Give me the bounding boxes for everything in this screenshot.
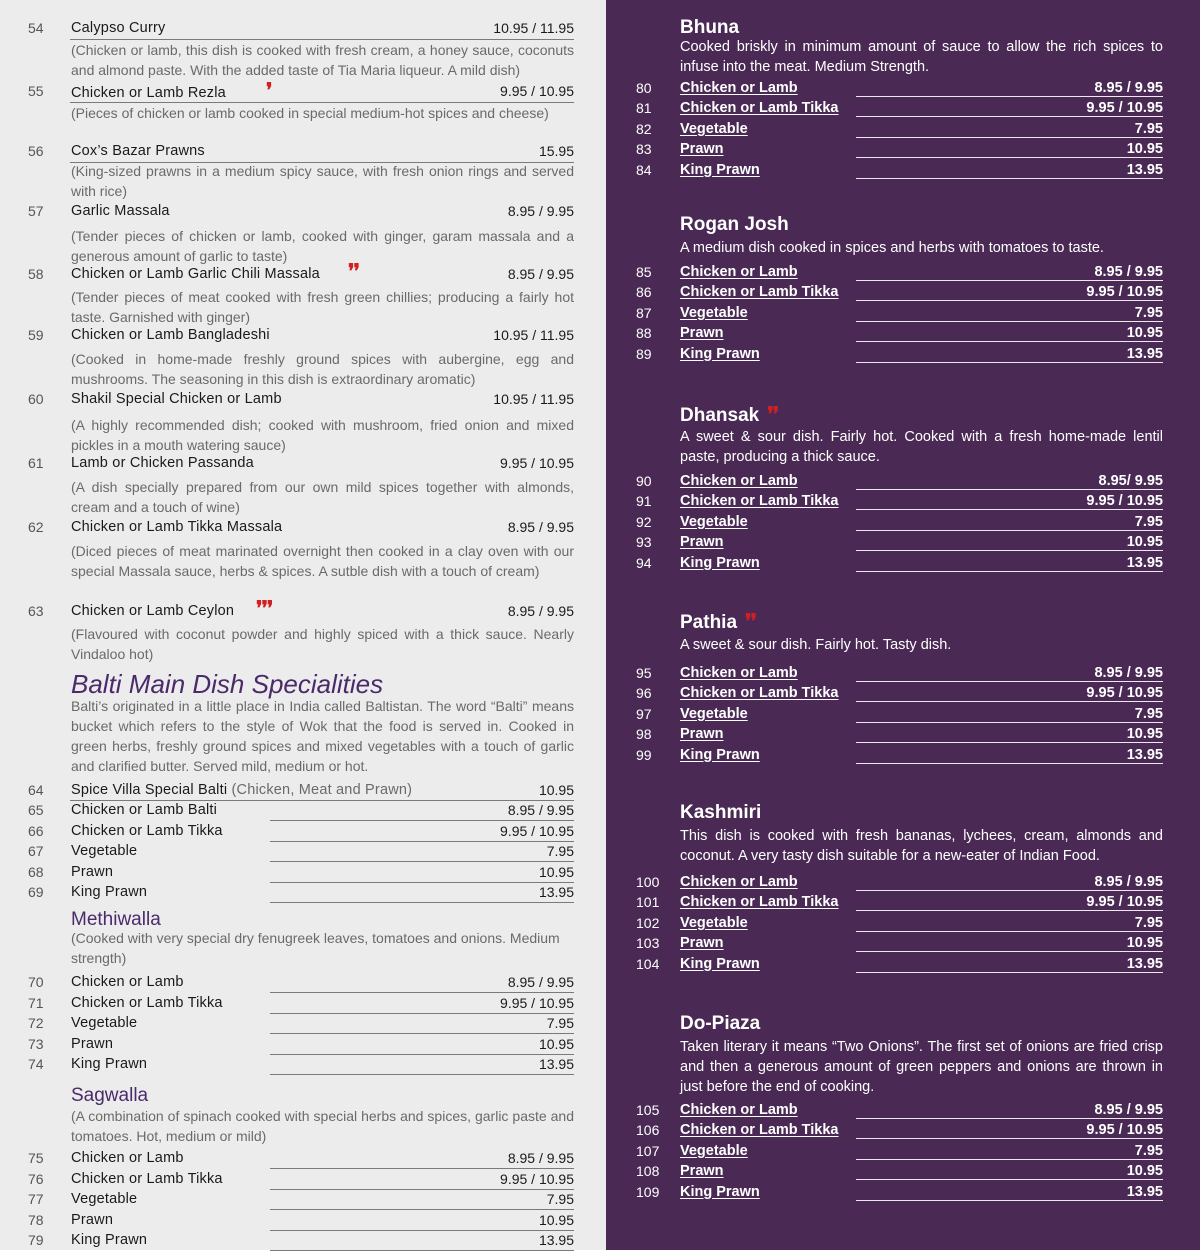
item-name: King Prawn: [680, 554, 760, 571]
item-number: 79: [28, 1232, 44, 1249]
item-number: 69: [28, 884, 44, 901]
item-price: 9.95 / 10.95: [1086, 493, 1163, 510]
item-name: Vegetable: [71, 1015, 138, 1032]
item-number: 61: [28, 455, 44, 471]
right-menu-column: [606, 0, 1200, 1250]
item-name: King Prawn: [680, 1183, 760, 1200]
item-number: 55: [28, 83, 44, 99]
section-description: (A combination of spinach cooked with special herbs and spices, garlic paste and tomatoes. Hot, medium or mild): [71, 1108, 574, 1144]
item-name: Chicken or Lamb Garlic Chili Massala: [71, 266, 320, 282]
item-number: 70: [28, 974, 44, 990]
item-price: 10.95: [1126, 141, 1163, 158]
item-name: Prawn: [680, 534, 724, 551]
item-number: 89: [636, 345, 652, 362]
item-number: 84: [636, 161, 652, 178]
item-name: Chicken or Lamb Tikka: [680, 100, 839, 117]
item-price: 7.95: [1134, 1142, 1163, 1159]
item-name: Lamb or Chicken Passanda: [71, 455, 254, 471]
item-price: 13.95: [1126, 554, 1163, 571]
item-number: 105: [636, 1102, 660, 1118]
item-price: 8.95 / 9.95: [507, 603, 574, 619]
divider: [856, 341, 1163, 342]
item-price: 13.95: [1126, 345, 1163, 362]
item-name: Chicken or Lamb Tikka: [71, 994, 223, 1011]
item-number: 63: [28, 603, 44, 619]
item-name: Chicken or Lamb Tikka: [680, 1122, 839, 1139]
item-description: (Diced pieces of meat marinated overnight then cooked in a clay oven with our special Massala sauce, herbs & spices. A sutble dish with a touch of cream): [71, 543, 574, 579]
item-number: 74: [28, 1056, 44, 1073]
item-number: 99: [636, 746, 652, 763]
item-name: Prawn: [71, 1035, 114, 1052]
item-name: Chicken or Lamb: [71, 1150, 184, 1166]
item-price: 9.95 / 10.95: [500, 455, 574, 471]
item-name: Chicken or Lamb: [680, 264, 798, 280]
item-name: Chicken or Lamb Tikka: [680, 685, 839, 702]
item-number: 87: [636, 304, 652, 321]
item-number: 57: [28, 203, 44, 219]
item-price: 10.95: [1126, 534, 1163, 551]
item-name: Chicken or Lamb: [680, 874, 798, 890]
item-number: 86: [636, 284, 652, 301]
item-number: 82: [636, 120, 652, 137]
item-name: Chicken or Lamb Ceylon: [71, 603, 235, 619]
item-name: Calypso Curry: [71, 20, 166, 36]
divider: [856, 722, 1163, 723]
item-price: 8.95 / 9.95: [507, 519, 574, 535]
item-number: 60: [28, 391, 44, 407]
item-price: 7.95: [546, 843, 574, 860]
item-name: King Prawn: [680, 161, 760, 178]
item-number: 90: [636, 473, 652, 489]
item-name: Prawn: [680, 726, 724, 743]
item-price: 8.95 / 9.95: [507, 802, 574, 818]
item-price: 10.95 / 11.95: [493, 20, 574, 36]
item-description: (Cooked in home-made freshly ground spices with aubergine, egg and mushrooms. The seasoning in this dish is extraordinary aromatic): [71, 351, 574, 387]
item-number: 83: [636, 141, 652, 158]
item-name: Vegetable: [680, 120, 748, 137]
item-price: 7.95: [546, 1191, 574, 1208]
divider: [856, 1118, 1163, 1119]
item-price: 13.95: [1126, 1183, 1163, 1200]
item-number: 96: [636, 685, 652, 702]
item-price: 10.95: [538, 1035, 574, 1052]
item-name: Chicken or Lamb Bangladeshi: [71, 327, 270, 343]
item-price: 8.95 / 9.95: [507, 266, 574, 282]
item-name: Chicken or Lamb: [680, 80, 798, 96]
item-name: Prawn: [71, 863, 114, 880]
divider: [856, 571, 1163, 572]
item-name: Vegetable: [680, 513, 748, 530]
item-name: Prawn: [680, 935, 724, 952]
item-number: 54: [28, 20, 44, 36]
item-name: Chicken or Lamb: [680, 473, 798, 489]
section-description: Taken literary it means “Two Onions”. The first set of onions are fried crisp and then a generous amount of green peppers and onions are thrown in just before the end of cooking.: [680, 1039, 1163, 1095]
section-title: Dhansak ❜❜: [680, 402, 779, 426]
item-name: Chicken or Lamb Tikka: [71, 822, 223, 839]
item-price: 8.95 / 9.95: [1094, 80, 1163, 96]
item-number: 109: [636, 1183, 660, 1200]
section-title: Rogan Josh: [680, 214, 789, 235]
item-price: 8.95 / 9.95: [1094, 665, 1163, 681]
item-name: Prawn: [680, 141, 724, 158]
item-price: 9.95 / 10.95: [1086, 685, 1163, 702]
item-price: 8.95 / 9.95: [507, 974, 574, 990]
item-price: 9.95 / 10.95: [500, 83, 574, 99]
item-number: 97: [636, 705, 652, 722]
item-name: Chicken or Lamb Tikka: [71, 1170, 223, 1187]
divider: [856, 1200, 1163, 1201]
item-price: 8.95 / 9.95: [1094, 264, 1163, 280]
item-number: 73: [28, 1035, 44, 1052]
item-number: 106: [636, 1122, 660, 1139]
divider: [856, 1159, 1163, 1160]
item-name: Prawn: [680, 325, 724, 342]
item-number: 58: [28, 266, 44, 282]
divider: [856, 489, 1163, 490]
section-title: Balti Main Dish Specialities: [71, 669, 384, 699]
divider: [856, 321, 1163, 322]
divider: [856, 530, 1163, 531]
item-price: 10.95: [1126, 935, 1163, 952]
item-number: 91: [636, 493, 652, 510]
item-price: 7.95: [1134, 705, 1163, 722]
divider: [856, 742, 1163, 743]
item-price: 10.95: [1126, 325, 1163, 342]
section-title: Do-Piaza: [680, 1013, 761, 1034]
item-price: 10.95: [1126, 726, 1163, 743]
item-price: 7.95: [1134, 513, 1163, 530]
item-number: 104: [636, 955, 660, 972]
item-name: King Prawn: [680, 345, 760, 362]
item-number: 80: [636, 80, 652, 96]
item-price: 13.95: [538, 1056, 574, 1073]
item-name: Vegetable: [680, 914, 748, 931]
item-number: 66: [28, 822, 44, 839]
item-price: 9.95 / 10.95: [1086, 284, 1163, 301]
item-price: 8.95 / 9.95: [507, 203, 574, 219]
item-name: Cox’s Bazar Prawns: [71, 143, 205, 159]
item-name: Shakil Special Chicken or Lamb: [71, 391, 282, 407]
item-number: 107: [636, 1142, 660, 1159]
chili-heat-icon: ❜❜: [348, 259, 359, 283]
item-name: King Prawn: [680, 955, 760, 972]
section-title: Methiwalla: [71, 909, 161, 930]
item-price: 13.95: [1126, 161, 1163, 178]
item-number: 108: [636, 1163, 660, 1180]
section-description: (Cooked with very special dry fenugreek leaves, tomatoes and onions. Medium strength): [71, 930, 560, 966]
item-description: (Chicken or lamb, this dish is cooked with fresh cream, a honey sauce, coconuts and almond paste. With the added taste of Tia Maria liqueur. A mild dish): [71, 42, 574, 78]
divider: [270, 902, 574, 903]
divider: [856, 910, 1163, 911]
item-price: 9.95 / 10.95: [500, 1170, 574, 1187]
item-number: 64: [28, 782, 44, 798]
item-number: 102: [636, 914, 660, 931]
chili-heat-icon: ❜❜❜: [256, 596, 273, 620]
item-price: 13.95: [538, 884, 574, 901]
item-name: Chicken or Lamb Tikka Massala: [71, 519, 283, 535]
divider: [856, 951, 1163, 952]
item-price: 10.95 / 11.95: [493, 391, 574, 407]
item-price: 13.95: [1126, 746, 1163, 763]
item-description: (Tender pieces of chicken or lamb, cooked with ginger, garam massala and a generous amount of garlic to taste): [71, 228, 574, 264]
item-name: King Prawn: [680, 746, 760, 763]
item-name: Vegetable: [71, 843, 138, 860]
item-price: 10.95 / 11.95: [493, 327, 574, 343]
item-price: 9.95 / 10.95: [1086, 894, 1163, 911]
divider: [856, 96, 1163, 97]
item-price: 8.95 / 9.95: [507, 1150, 574, 1166]
item-price: 8.95 / 9.95: [1094, 874, 1163, 890]
item-name: Spice Villa Special Balti (Chicken, Meat and Prawn): [71, 782, 413, 798]
item-number: 85: [636, 264, 652, 280]
item-number: 100: [636, 874, 660, 890]
item-price: 8.95 / 9.95: [1094, 1102, 1163, 1118]
item-name: Garlic Massala: [71, 203, 170, 219]
item-description: (Pieces of chicken or lamb cooked in special medium-hot spices and cheese): [71, 105, 549, 121]
divider: [856, 763, 1163, 764]
item-name: Vegetable: [680, 705, 748, 722]
item-name: Chicken or Lamb: [71, 974, 184, 990]
item-number: 72: [28, 1015, 44, 1032]
divider: [856, 362, 1163, 363]
section-description: A medium dish cooked in spices and herbs with tomatoes to taste.: [680, 240, 1104, 256]
divider: [856, 972, 1163, 973]
item-number: 92: [636, 513, 652, 530]
item-number: 76: [28, 1170, 44, 1187]
item-price: 15.95: [538, 143, 574, 159]
chili-heat-icon: ❜❜: [745, 609, 756, 633]
item-number: 77: [28, 1191, 44, 1208]
section-title: Pathia ❜❜: [680, 609, 756, 633]
divider: [856, 1138, 1163, 1139]
item-description: (A highly recommended dish; cooked with mushroom, fried onion and mixed pickles in a mouth watering sauce): [71, 417, 574, 453]
item-price: 7.95: [546, 1015, 574, 1032]
item-price: 10.95: [538, 863, 574, 880]
item-price: 10.95: [538, 1211, 574, 1228]
section-title: Bhuna: [680, 17, 740, 38]
section-description: This dish is cooked with fresh bananas, lychees, cream, almonds and coconut. A very tasty dish suitable for a new-eater of Indian Food.: [680, 828, 1163, 864]
item-note: (Chicken, Meat and Prawn): [231, 782, 413, 798]
item-name: Chicken or Lamb: [680, 1102, 798, 1118]
item-name: Chicken or Lamb Tikka: [680, 894, 839, 911]
divider: [856, 509, 1163, 510]
item-number: 88: [636, 325, 652, 342]
section-description: Cooked briskly in minimum amount of sauce to allow the rich spices to infuse into the meat. Medium Strength.: [680, 39, 1163, 75]
section-description: A sweet & sour dish. Fairly hot. Tasty dish.: [680, 637, 952, 653]
item-price: 8.95/ 9.95: [1098, 473, 1163, 489]
item-price: 7.95: [1134, 120, 1163, 137]
item-number: 103: [636, 935, 660, 952]
item-name: Chicken or Lamb Tikka: [680, 284, 839, 301]
item-number: 93: [636, 534, 652, 551]
divider: [856, 137, 1163, 138]
item-name: Chicken or Lamb Balti: [71, 802, 218, 818]
item-name: King Prawn: [71, 1232, 148, 1249]
divider: [856, 931, 1163, 932]
divider: [856, 178, 1163, 179]
section-description: Balti’s originated in a little place in India called Baltistan. The word “Balti” means bucket which refers to the style of Wok that the food is served in. Cooked in green herbs, freshly ground spices and mixed vegetables with a touch of garlic and clarified butter. Served mild, medium or hot.: [71, 698, 574, 774]
item-description: (King-sized prawns in a medium spicy sauce, with fresh onion rings and served with rice): [71, 163, 574, 199]
divider: [856, 1179, 1163, 1180]
divider: [856, 681, 1163, 682]
item-price: 13.95: [538, 1232, 574, 1249]
item-number: 68: [28, 863, 44, 880]
item-number: 62: [28, 519, 44, 535]
item-number: 94: [636, 554, 652, 571]
item-price: 9.95 / 10.95: [1086, 100, 1163, 117]
item-name: Chicken or Lamb Rezla: [71, 85, 226, 101]
item-name: Vegetable: [680, 1142, 748, 1159]
divider: [856, 890, 1163, 891]
item-price: 9.95 / 10.95: [500, 822, 574, 839]
section-title: Sagwalla: [71, 1085, 149, 1106]
chili-heat-icon: ❜: [266, 78, 272, 102]
item-description: (Tender pieces of meat cooked with fresh green chillies; producing a fairly hot taste. Garnished with ginger): [71, 289, 574, 325]
divider: [856, 300, 1163, 301]
divider: [270, 1074, 574, 1075]
chili-heat-icon: ❜❜: [767, 402, 779, 426]
item-name: Chicken or Lamb: [680, 665, 798, 681]
item-number: 56: [28, 143, 44, 159]
divider: [856, 550, 1163, 551]
divider: [856, 116, 1163, 117]
divider: [856, 157, 1163, 158]
item-price: 10.95: [1126, 1163, 1163, 1180]
item-price: 9.95 / 10.95: [500, 994, 574, 1011]
item-number: 71: [28, 994, 44, 1011]
item-number: 101: [636, 894, 660, 911]
item-number: 75: [28, 1150, 44, 1166]
divider: [856, 701, 1163, 702]
section-title: Kashmiri: [680, 802, 762, 823]
item-number: 67: [28, 843, 44, 860]
item-name: Prawn: [680, 1163, 724, 1180]
item-price: 7.95: [1134, 914, 1163, 931]
item-name: King Prawn: [71, 1056, 148, 1073]
item-number: 95: [636, 665, 652, 681]
item-name: Vegetable: [71, 1191, 138, 1208]
item-price: 13.95: [1126, 955, 1163, 972]
item-name: Chicken or Lamb Tikka: [680, 493, 839, 510]
item-name: Vegetable: [680, 304, 748, 321]
item-name: Prawn: [71, 1211, 114, 1228]
item-number: 98: [636, 726, 652, 743]
section-description: A sweet & sour dish. Fairly hot. Cooked with a fresh home-made lentil paste, producing a thick sauce.: [680, 429, 1163, 465]
item-price: 7.95: [1134, 304, 1163, 321]
item-number: 81: [636, 100, 652, 117]
item-price: 9.95 / 10.95: [1086, 1122, 1163, 1139]
item-number: 78: [28, 1211, 44, 1228]
divider: [856, 280, 1163, 281]
item-description: (Flavoured with coconut powder and highly spiced with a thick sauce. Nearly Vindaloo hot): [71, 626, 574, 662]
item-price: 10.95: [538, 782, 574, 798]
item-number: 59: [28, 327, 44, 343]
item-name: King Prawn: [71, 884, 148, 901]
item-description: (A dish specially prepared from our own mild spices together with almonds, cream and a touch of wine): [71, 479, 574, 515]
item-number: 65: [28, 802, 44, 818]
